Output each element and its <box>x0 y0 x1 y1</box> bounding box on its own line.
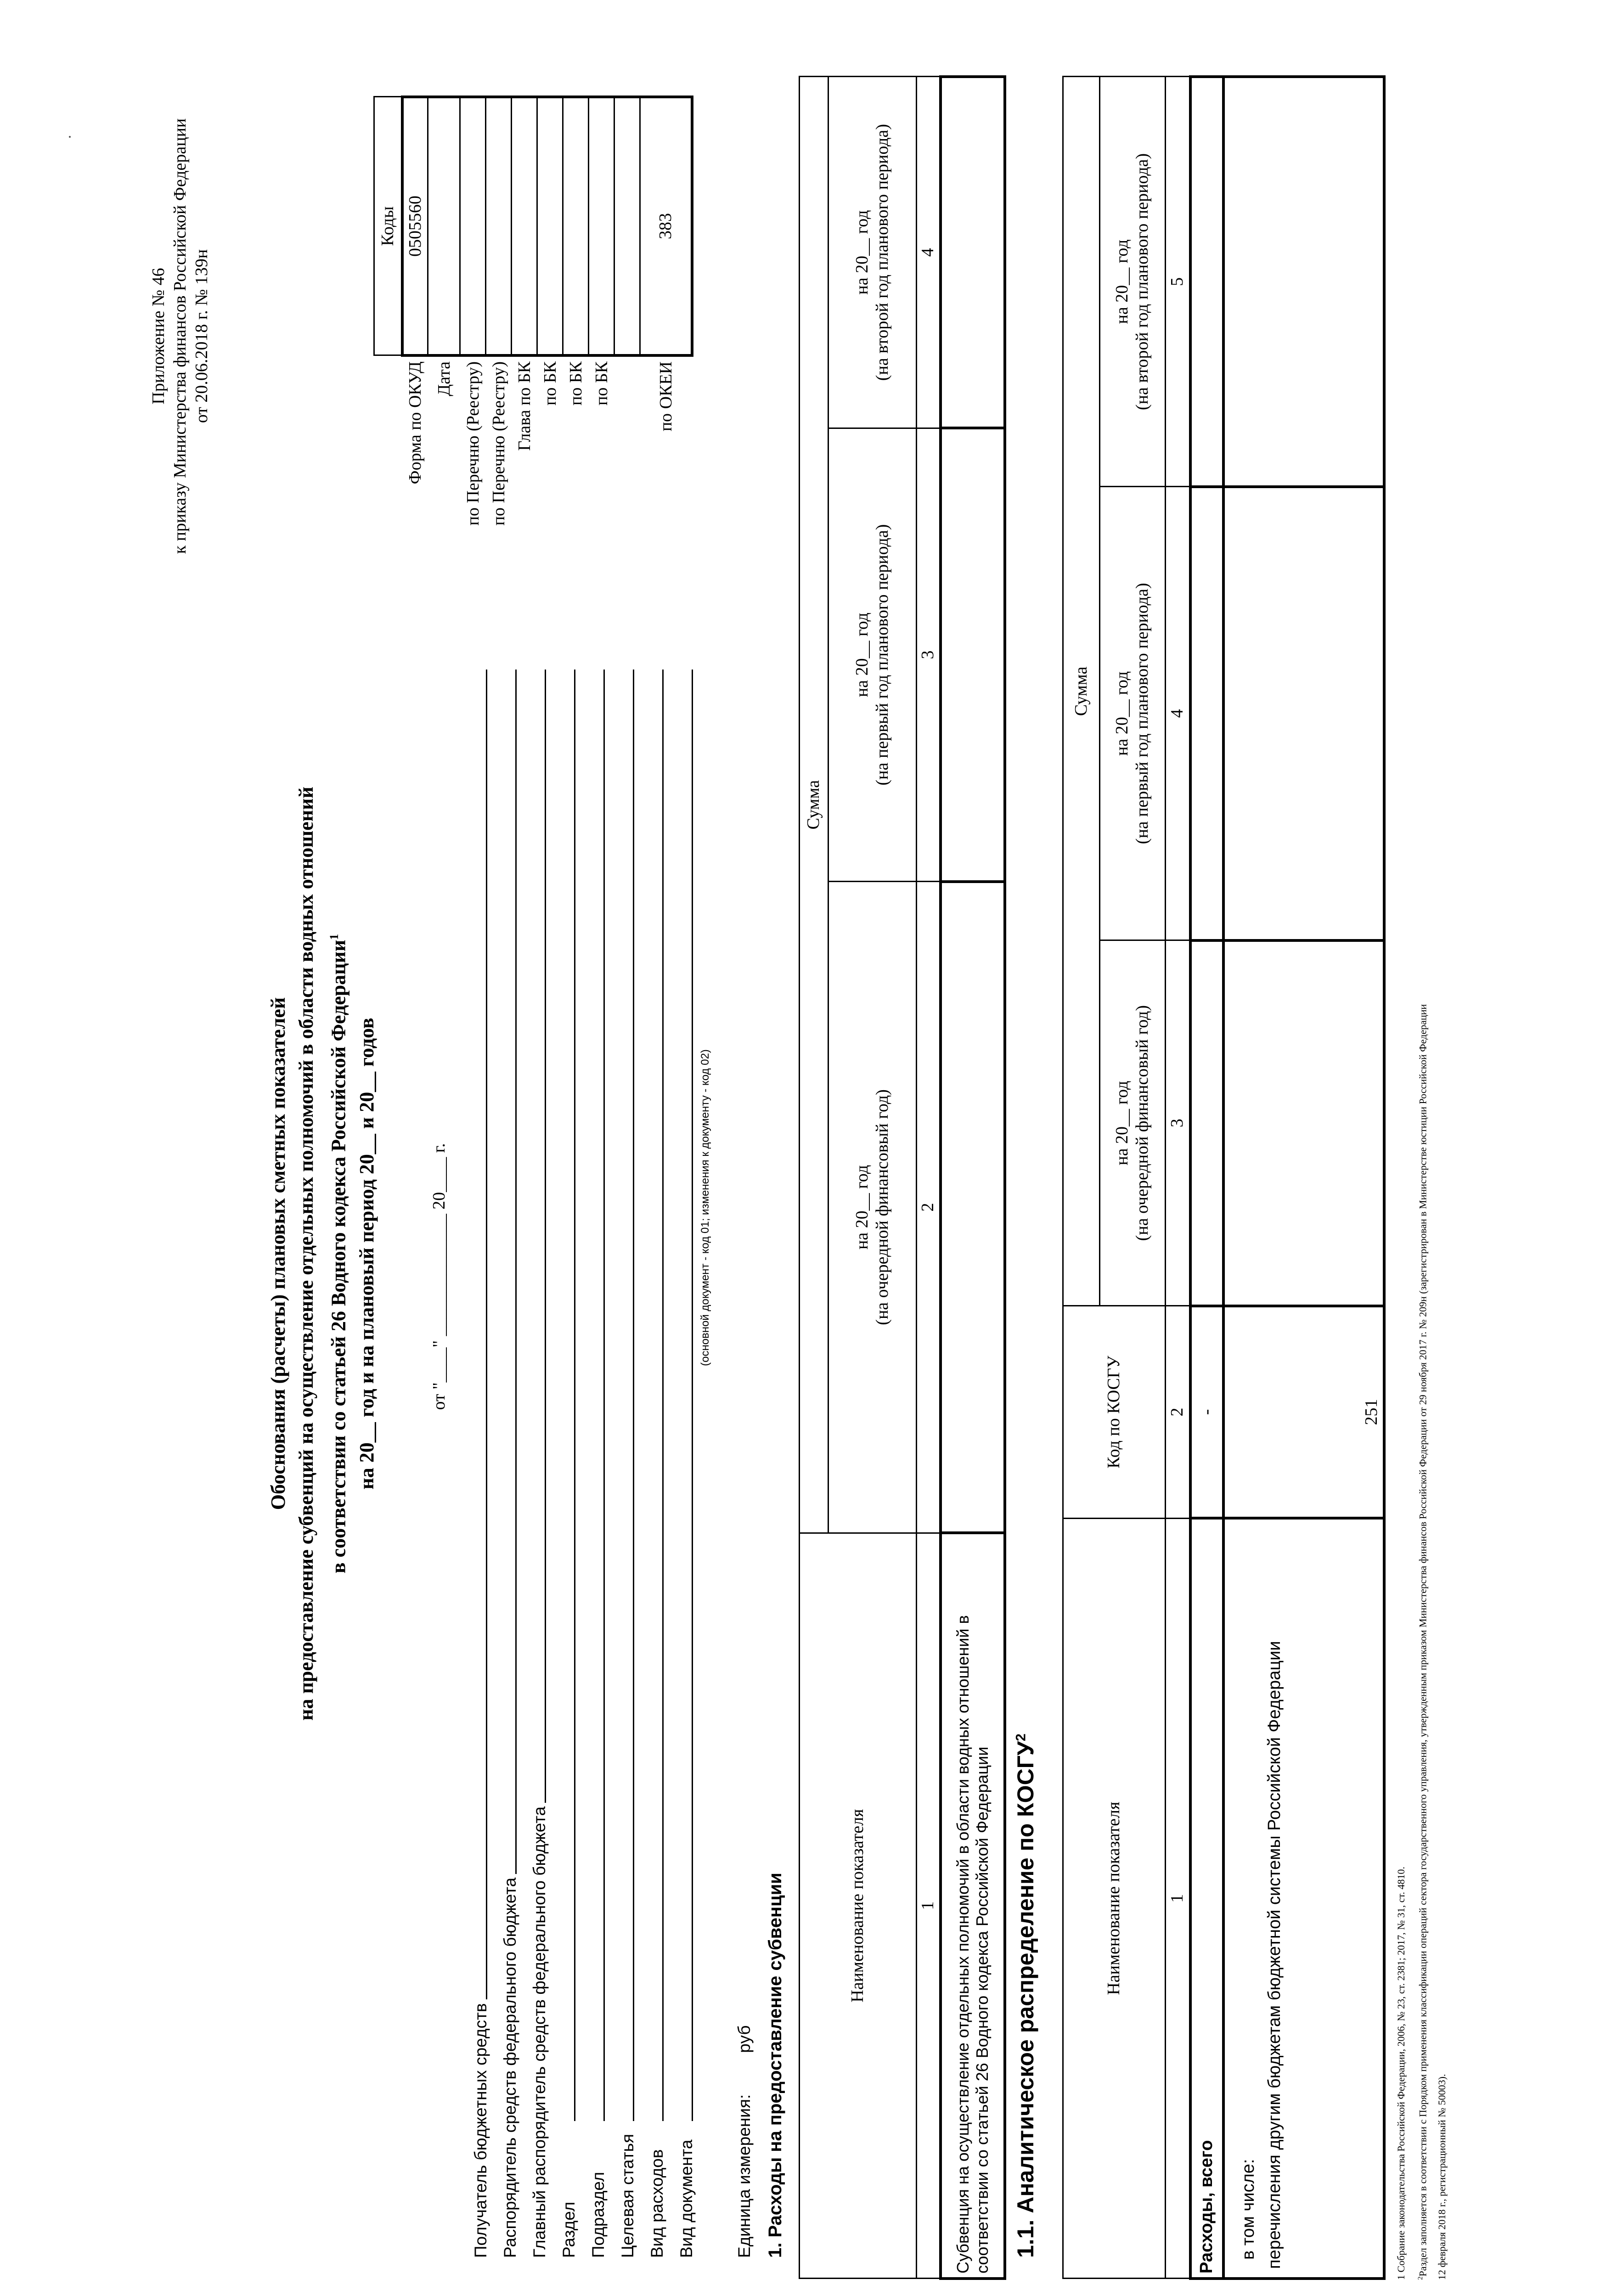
code-label: по БК <box>566 361 586 406</box>
col-kosgu-header: Код по КОСГУ <box>1063 1306 1166 1518</box>
document-date-line: от "____" ______________ 20____ г. <box>429 1143 449 1410</box>
table-row <box>941 77 1005 2279</box>
code-value <box>512 97 537 355</box>
col-number: 3 <box>917 428 941 882</box>
code-value <box>563 97 589 355</box>
row-value[interactable] <box>1223 940 1384 1306</box>
col-year-header <box>828 77 917 428</box>
code-value: 0505560 <box>402 97 428 355</box>
row-kosgu: - <box>1190 1306 1223 1518</box>
appendix-line: Приложение № 46 <box>149 268 168 405</box>
field-label: Целевая статья <box>618 2133 637 2258</box>
footnote-ref: 1 <box>327 934 341 940</box>
col-year: на 20__ год <box>852 612 872 698</box>
code-value: 383 <box>640 97 692 355</box>
scan-speck <box>69 136 71 138</box>
col-year: на 20__ год <box>1112 671 1132 756</box>
codes-header: Коды <box>374 97 402 355</box>
appendix-line: к приказу Министерства финансов Российской Федерации <box>170 118 190 554</box>
col-year-note: (на второй год планового периода) <box>1133 153 1152 411</box>
footnote-2-cont: 12 февраля 2018 г., регистрационный № 50003). <box>1436 2074 1448 2280</box>
field-recipient <box>462 670 491 2258</box>
field-section <box>550 670 579 2258</box>
col-year-header <box>1100 487 1166 940</box>
code-value <box>460 97 486 355</box>
footnote-2-text: Раздел заполняется в соответствии с Порядком применения классификации операций сектора государственного управления, утвержденным приказом Министерства финансов Российской Федерации от 29 ноября 2017 г. № 209н (зарегистрирован в Министерстве юстиции Российской Федерации <box>1417 1004 1429 2277</box>
col-year-note: (на очередной финансовый год) <box>872 1089 892 1325</box>
field-input-line[interactable] <box>633 670 634 2121</box>
col-number: 1 <box>1166 1518 1190 2279</box>
field-input-line[interactable] <box>662 670 664 2121</box>
row-kosgu: 251 <box>1223 1306 1384 1518</box>
title-line: на предоставление субвенций на осуществление отдельных полномочий в области водных отношений <box>295 787 317 1721</box>
row-value[interactable] <box>1190 77 1223 487</box>
code-label: Глава по БК <box>514 361 534 451</box>
field-label: Вид документа <box>677 2139 696 2258</box>
section11-title: 1.1. Аналитическое распределение по КОСГУ <box>1013 1741 1038 2258</box>
field-target-article <box>609 670 638 2258</box>
col-year-note: (на второй год планового периода) <box>872 124 892 381</box>
col-number: 5 <box>1166 77 1190 487</box>
sum-header: Сумма <box>800 77 828 1533</box>
col-number: 2 <box>917 882 941 1533</box>
field-subsection <box>579 670 609 2258</box>
title-line <box>320 496 353 2011</box>
col-number: 1 <box>917 1533 941 2279</box>
field-label: Вид расходов <box>648 2149 667 2258</box>
col-year-header <box>1100 77 1166 487</box>
code-value <box>614 97 640 355</box>
field-input-line[interactable] <box>574 670 575 2121</box>
col-number: 3 <box>1166 940 1190 1306</box>
col-year-note: (на первый год планового периода) <box>1133 583 1152 844</box>
unit-value: руб <box>735 2025 754 2053</box>
row-value[interactable] <box>1190 940 1223 1306</box>
section1-table <box>799 75 1006 2280</box>
section11-table <box>1062 75 1386 2280</box>
unit-label: Единица измерения: <box>735 2094 754 2258</box>
unit-of-measure <box>735 2025 755 2258</box>
row-value[interactable] <box>1223 77 1384 487</box>
document-title <box>264 496 381 2011</box>
sub-row-name: перечисления другим бюджетам бюджетной системы Российской Федерации <box>1265 1641 1285 2269</box>
col-name-header: Наименование показателя <box>800 1533 917 2279</box>
col-year-header <box>1100 940 1166 1306</box>
code-value <box>537 97 563 355</box>
row-name: Расходы, всего <box>1190 1518 1223 2279</box>
field-label: Получатель бюджетных средств <box>471 2003 490 2258</box>
code-label: по ОКЕИ <box>656 361 676 432</box>
col-year: на 20__ год <box>1112 1080 1132 1165</box>
section1-heading: 1. Расходы на предоставление субвенции <box>765 1873 785 2258</box>
col-year-header <box>828 882 917 1533</box>
footnote-1: 1 Собрание законодательства Российской Федерации, 2006, № 23, ст. 2381; 2017, № 31, ст. 4810. <box>1395 1867 1407 2280</box>
title-line-text: в соответствии со статьей 26 Водного кодекса Российской Федерации <box>327 940 350 1574</box>
field-label: Распорядитель средств федерального бюджета <box>501 1877 520 2258</box>
col-year: на 20__ год <box>1112 239 1132 324</box>
field-chief-manager <box>520 670 550 2258</box>
col-number: 4 <box>917 77 941 428</box>
col-year-header <box>828 428 917 882</box>
code-label: по Перечню (Реестру) <box>463 361 483 526</box>
field-input-line[interactable] <box>603 670 605 2121</box>
code-label: по БК <box>540 361 560 406</box>
row-value[interactable] <box>1223 487 1384 940</box>
field-label: Раздел <box>559 2201 579 2258</box>
row-name: Субвенция на осуществление отдельных полномочий в области водных отношений в соответствии со статьей 26 Водного кодекса Российской Федерации <box>941 1533 1005 2279</box>
table-row <box>1223 77 1384 2279</box>
footnote-mark: 2 <box>1417 2276 1424 2280</box>
field-input-line[interactable] <box>486 670 487 1999</box>
section11-heading <box>1013 1733 1039 2258</box>
footnote-ref: 2 <box>1013 1733 1029 1741</box>
field-input-line[interactable] <box>515 670 517 1874</box>
code-value <box>486 97 512 355</box>
sub-label: в том числе: <box>1238 2159 1258 2260</box>
document-type-note: (основной документ - код 01; изменения к документу - код 02) <box>699 1049 711 1366</box>
code-label: по БК <box>592 361 611 406</box>
code-value <box>589 97 614 355</box>
row-value[interactable] <box>941 428 1005 882</box>
field-label: Главный распорядитель средств федерального бюджета <box>530 1806 549 2258</box>
row-name <box>1223 1518 1384 2279</box>
code-label <box>614 355 640 652</box>
field-input-line[interactable] <box>545 670 546 1803</box>
code-label: Дата <box>434 361 454 396</box>
field-document-type <box>667 670 697 2258</box>
table-row-total <box>1190 77 1223 2279</box>
code-value <box>428 97 460 355</box>
field-label: Подраздел <box>589 2172 608 2258</box>
appendix-header <box>148 33 213 639</box>
footnotes <box>1392 76 1452 2280</box>
appendix-line: от 20.06.2018 г. № 139н <box>192 249 211 423</box>
row-value[interactable] <box>1190 487 1223 940</box>
col-year: на 20__ год <box>852 210 872 295</box>
title-line: на 20__ год и на плановый период 20__ и 20__ годов <box>355 1018 378 1490</box>
col-year-note: (на первый год планового периода) <box>872 524 892 786</box>
code-label: по Перечню (Реестру) <box>489 361 508 526</box>
title-line: Обоснования (расчеты) плановых сметных показателей <box>267 997 289 1510</box>
form-fields <box>462 670 697 2258</box>
col-name-header: Наименование показателя <box>1063 1518 1166 2279</box>
field-expense-type <box>638 670 667 2258</box>
row-value[interactable] <box>941 882 1005 1533</box>
col-year: на 20__ год <box>852 1165 872 1250</box>
field-manager <box>491 670 520 2258</box>
footnote-2 <box>1411 76 1432 2280</box>
col-number: 2 <box>1166 1306 1190 1518</box>
row-value[interactable] <box>941 77 1005 428</box>
sum-header: Сумма <box>1063 77 1100 1306</box>
codes-table <box>373 96 693 652</box>
field-input-line[interactable] <box>692 670 693 2121</box>
col-year-note: (на очередной финансовый год) <box>1133 1005 1152 1241</box>
code-label: Форма по ОКУД <box>405 361 425 484</box>
col-number: 4 <box>1166 487 1190 940</box>
